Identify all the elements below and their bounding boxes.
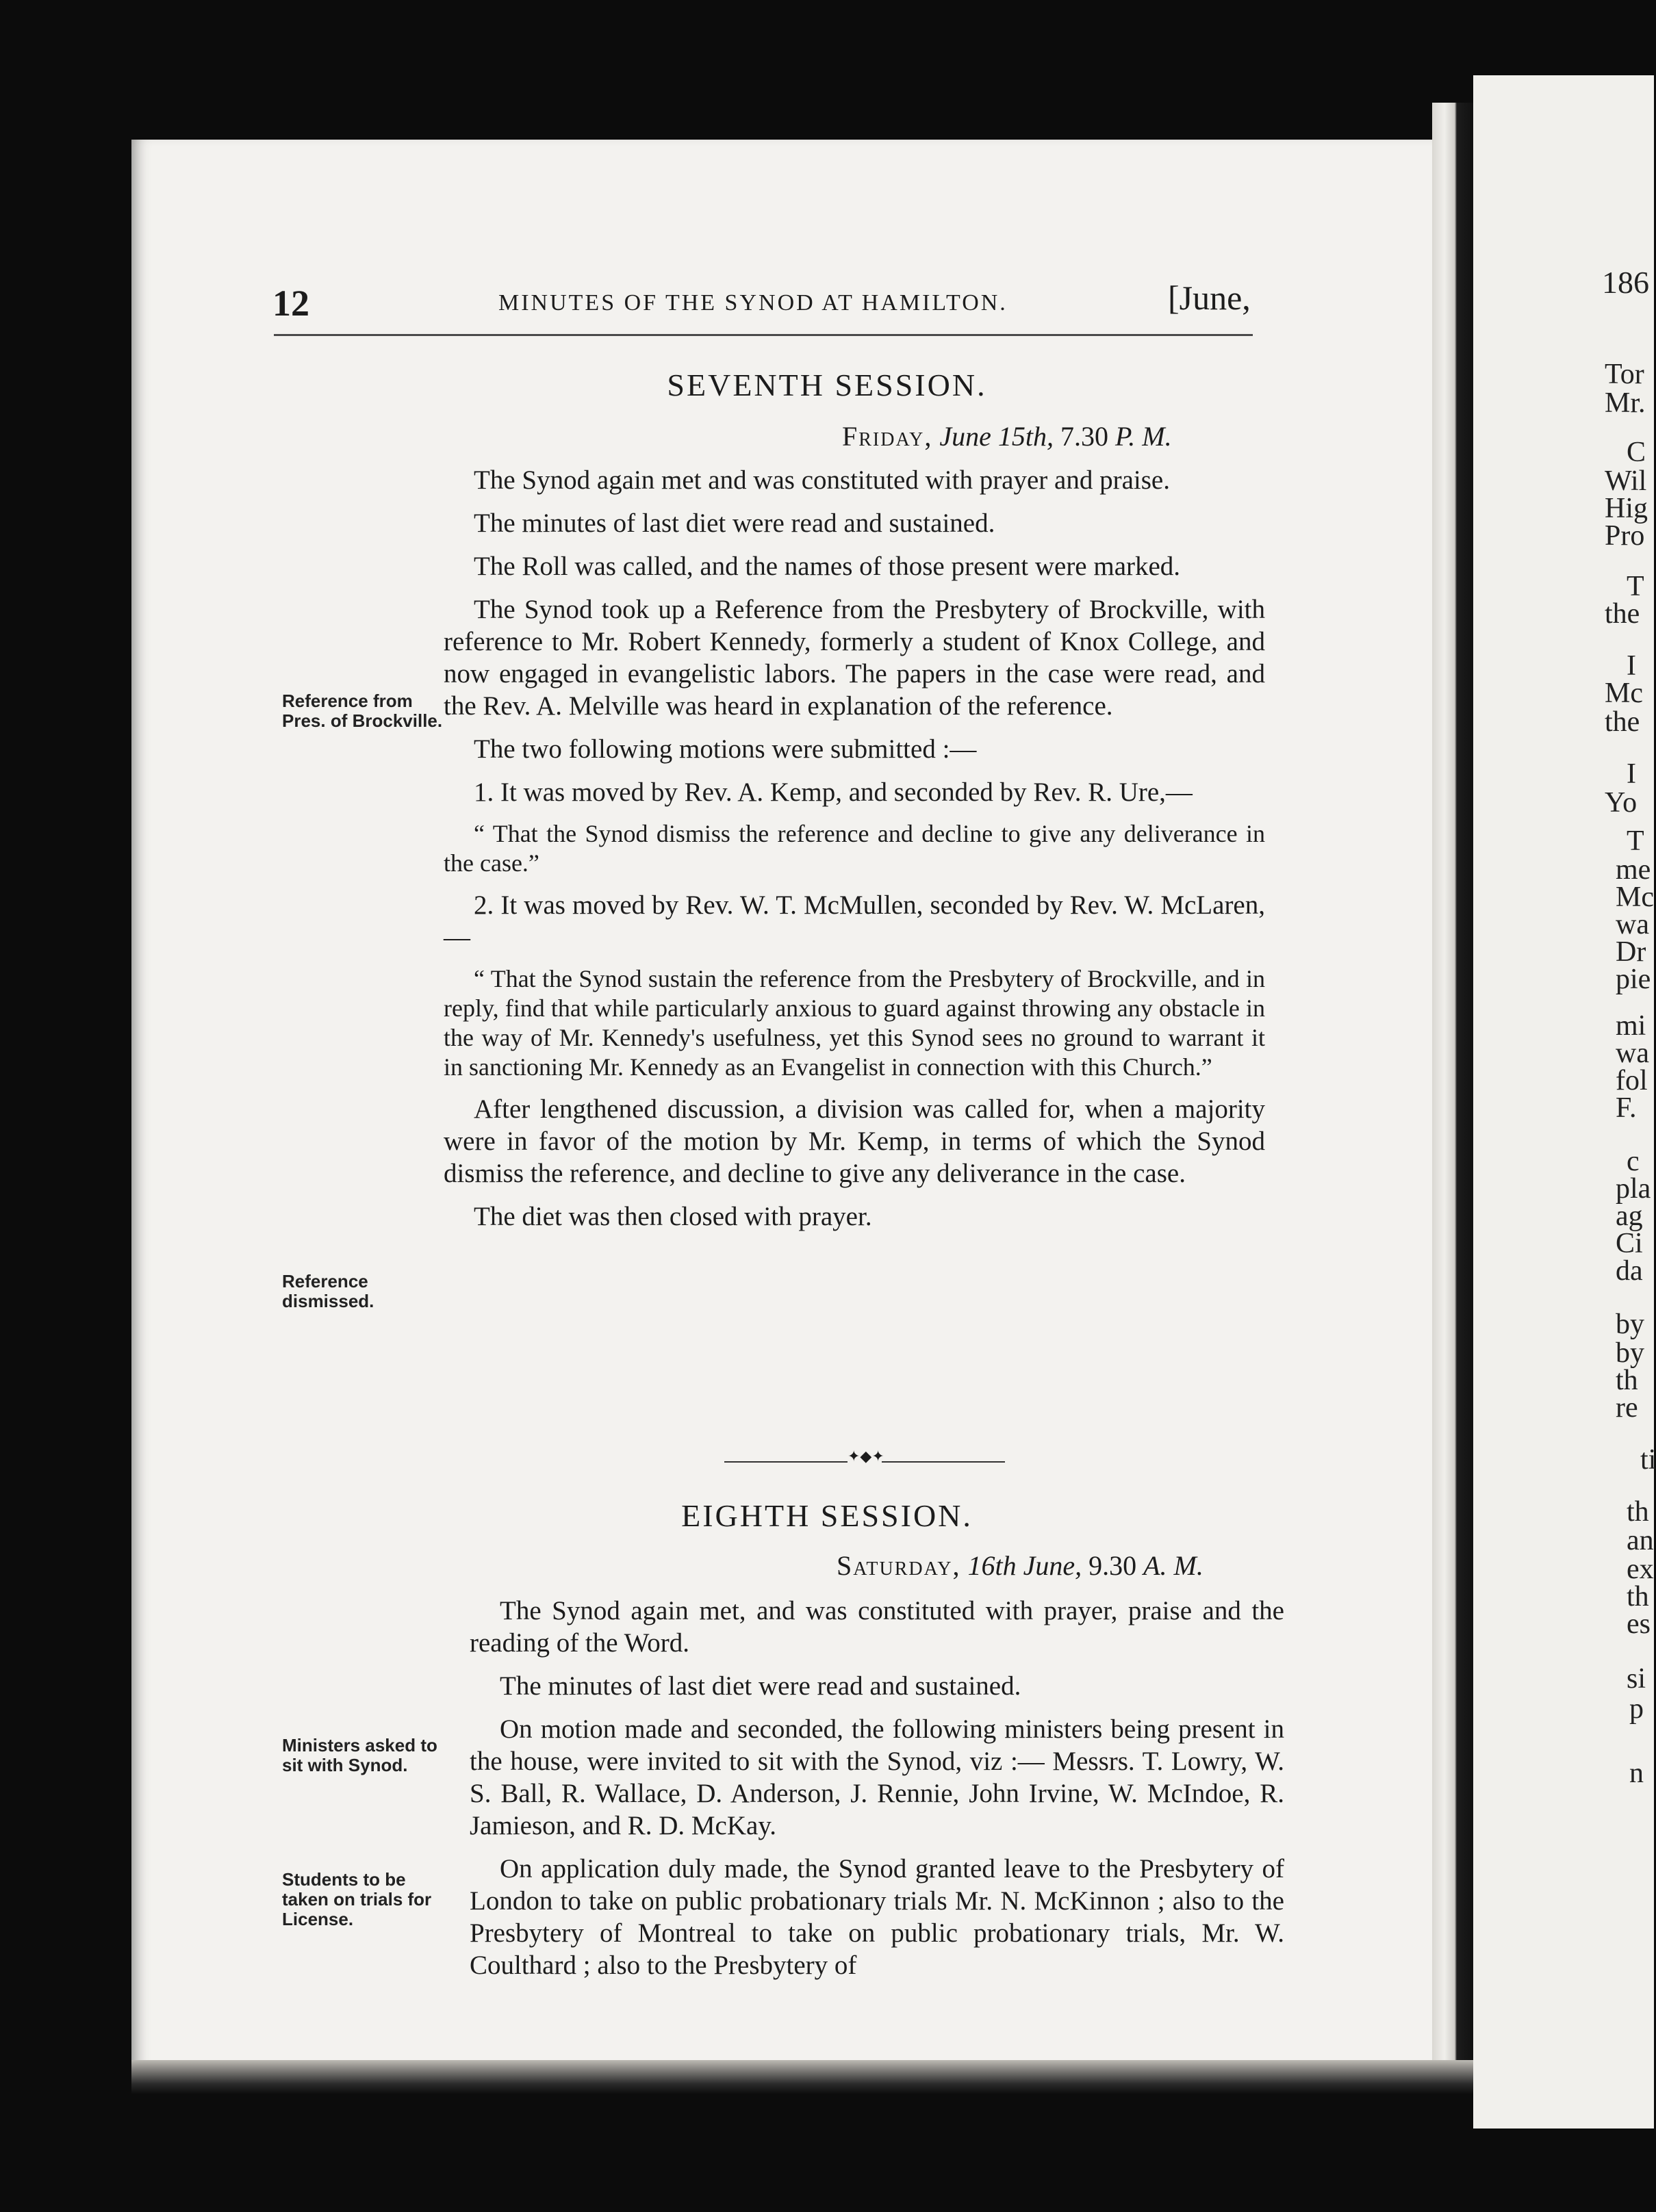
facing-page-fragment: Mr. [1605,387,1646,419]
facing-page-fragment: wa [1616,909,1649,940]
facing-page-fragment: es [1627,1608,1651,1640]
facing-page-fragment: the [1605,598,1640,630]
facing-page-fragment: the [1605,706,1640,738]
facing-page-fragment: T [1627,571,1644,602]
dateline-ampm: A. M. [1143,1550,1203,1581]
paragraph: After lengthened discussion, a division was called for, when a majority were in favor of the motion by Mr. Kemp, in terms of which the Synod dismiss the reference, and decline to give any deliverance in the case. [444,1094,1265,1188]
facing-page-fragment: Ci [1616,1228,1643,1259]
facing-page-fragment: c [1627,1146,1640,1177]
paragraph: The Synod took up a Reference from the Presbytery of Brockville, with reference to Mr. Robert Kennedy, formerly a student of Knox College, and now engaged in evangelistic labors. The papers in the case were read, and the Rev. A. Melville was heard in explanation of the reference. [444,595,1265,721]
facing-page-fragment: Hig [1605,493,1648,524]
facing-page-fragment: I [1627,650,1636,682]
divider-right-rule [882,1461,1005,1463]
facing-page-fragment: by [1616,1309,1644,1340]
dateline-date: June 15th, [939,421,1054,452]
running-month: [June, [1168,279,1251,317]
facing-page-fragment: re [1616,1392,1638,1424]
margin-note-ministers-asked: Ministers asked to sit with Synod. [282,1735,437,1775]
facing-page-fragment: an [1627,1525,1654,1556]
facing-page-fragment: C [1627,437,1646,468]
paragraph: The two following motions were submitted :— [474,734,977,764]
facing-page-fragment: Mc [1605,678,1643,709]
dateline-time: 9.30 [1088,1550,1137,1581]
facing-page-fragment: mi [1616,1010,1646,1042]
divider-left-rule [724,1461,848,1463]
facing-page-fragment: da [1616,1255,1643,1287]
facing-page-fragment: ti [1640,1444,1656,1476]
eighth-session-dateline [837,1549,1203,1582]
facing-page-fragment: Dr [1616,936,1646,968]
paragraph: On application duly made, the Synod granted leave to the Presbytery of London to take on public probationary trials Mr. N. McKinnon ; also to the Presbytery of Montreal to take on public probationary trials, Mr. W. Coulthard ; also to the Presbytery of [470,1854,1284,1980]
facing-page-fragment: pie [1616,964,1651,995]
paragraph: The Synod again met, and was constituted with prayer, praise and the reading of the Word. [470,1596,1284,1658]
facing-page-fragment: Pro [1605,520,1645,552]
facing-page-fragment: fol [1616,1065,1648,1096]
seventh-session-dateline [842,420,1172,452]
dateline-day: Friday, [842,421,933,452]
paragraph: 1. It was moved by Rev. A. Kemp, and seconded by Rev. R. Ure,— [474,777,1193,807]
facing-page-fragment: Yo [1605,787,1638,819]
facing-page-fragment: Wil [1605,465,1647,497]
facing-page-number: 186 [1602,265,1649,300]
facing-page-fragment: th [1627,1496,1649,1528]
dateline-day: Saturday, [837,1550,961,1581]
divider-ornament: ✦◆✦ [848,1448,884,1465]
dateline-date: 16th [967,1550,1017,1581]
dateline-ampm: P. M. [1114,421,1172,452]
paragraph: The Roll was called, and the names of those present were marked. [474,552,1181,581]
section-divider [724,1448,1005,1467]
facing-page-fragment: T [1627,825,1644,857]
paragraph: The diet was then closed with prayer. [474,1202,872,1231]
facing-page-fragment: F. [1616,1092,1637,1124]
margin-note-students: Students to be taken on trials for License. [282,1869,432,1929]
paragraph: The minutes of last diet were read and sustained. [474,509,995,538]
facing-page-fragment: pla [1616,1173,1651,1205]
running-head [272,276,1258,324]
facing-page-fragment: th [1627,1581,1649,1612]
facing-page-fragment: by [1616,1337,1644,1369]
facing-page-fragment: Mc [1616,882,1654,913]
page-bottom-shadow [131,2060,1473,2094]
page-number: 12 [272,283,309,324]
dateline-time: 7.30 [1060,421,1108,452]
facing-page-fragment: p [1629,1693,1644,1725]
header-rule [274,334,1253,336]
seventh-session-heading: SEVENTH SESSION. [667,368,987,402]
paragraph: 2. It was moved by Rev. W. T. McMullen, seconded by Rev. W. McLaren,— [444,890,1265,952]
facing-page-fragment: ag [1616,1200,1643,1232]
facing-page-fragment: si [1627,1663,1646,1695]
quoted-motion: “ That the Synod sustain the reference from the Presbytery of Brockville, and in reply, find that while particularly anxious to guard against throwing any obstacle in the way of Mr. Kennedy's usefulness, yet this Synod sees no ground to warrant it in sanctioning Mr. Kennedy as an Evangelist in connection with this Church.” [444,965,1265,1081]
dateline-month: June, [1023,1550,1082,1581]
eighth-session-body [470,1595,1284,1992]
paragraph: The minutes of last diet were read and sustained. [500,1671,1021,1701]
paragraph: On motion made and seconded, the following ministers being present in the house, were invited to sit with the Synod, viz :— Messrs. T. Lowry, W. S. Ball, R. Wallace, D. Anderson, J. Rennie, John Irvine, W. McIndoe, R. Jamieson, and R. D. McKay. [470,1714,1284,1840]
facing-page-fragment: ex [1627,1554,1654,1585]
seventh-session-body [444,464,1265,1244]
facing-page-fragment: n [1629,1758,1644,1789]
quoted-motion: “ That the Synod dismiss the reference and decline to give any deliverance in the case.” [444,820,1265,877]
facing-page-fragment: wa [1616,1038,1649,1069]
margin-note-reference-from: Reference from Pres. of Brockville. [282,691,443,731]
facing-page-fragment: me [1616,854,1651,886]
facing-page-fragment: Tor [1605,359,1644,390]
running-title: MINUTES OF THE SYNOD AT HAMILTON. [498,290,1008,316]
facing-page-fragment: I [1627,758,1636,790]
margin-note-reference-dismissed: Reference dismissed. [282,1271,374,1311]
paragraph: The Synod again met and was constituted with prayer and praise. [474,465,1170,495]
facing-page-fragment: th [1616,1365,1638,1396]
eighth-session-heading: EIGHTH SESSION. [681,1498,973,1533]
